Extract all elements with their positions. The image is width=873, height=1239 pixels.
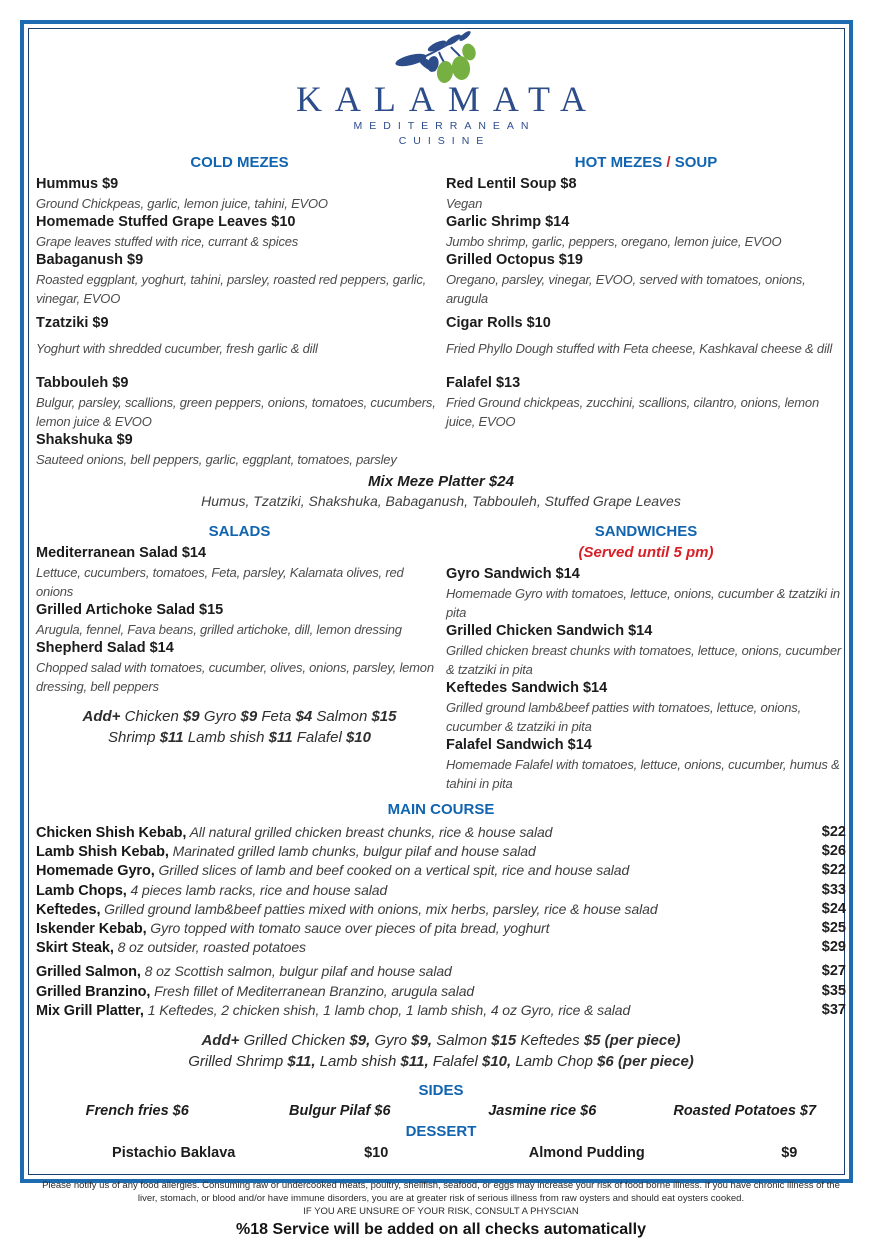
add-ons-line <box>36 706 443 727</box>
row-text <box>36 861 804 880</box>
row-name: Keftedes, <box>36 901 101 918</box>
menu-item <box>446 251 846 308</box>
item-description: Vegan <box>446 196 483 211</box>
row-text <box>36 1001 804 1020</box>
main-course-row <box>36 881 846 900</box>
item-description: Fried Ground chickpeas, zucchini, scallions, cilantro, onions, lemon juice, EVOO <box>446 395 819 429</box>
row-description: Grilled slices of lamb and beef cooked on a vertical spit, rice and house salad <box>154 862 630 879</box>
item-name: Falafel $13 <box>446 375 521 391</box>
text-segment: Falafel <box>432 1053 482 1071</box>
dessert-item: Pistachio Baklava <box>112 1145 236 1162</box>
brand-tagline-line2: CUISINE <box>398 135 491 147</box>
main-course-row <box>36 982 846 1001</box>
row-description: Grilled ground lamb&beef patties mixed with onions, mix herbs, parsley, rice & house salad <box>100 900 658 917</box>
main-course-row <box>36 861 846 880</box>
text-segment: $9 <box>240 708 262 725</box>
item-description: Arugula, fennel, Fava beans, grilled artichoke, dill, lemon dressing <box>36 622 402 637</box>
text-segment: $10 <box>345 729 371 746</box>
text-segment: Lamb Chop <box>515 1053 598 1071</box>
item-description: Bulgur, parsley, scallions, green peppers, onions, tomatoes, cucumbers, lemon juice & EVOO <box>36 395 436 429</box>
text-segment: SOUP <box>670 154 718 171</box>
item-description: Sauteed onions, bell peppers, garlic, eggplant, tomatoes, parsley <box>36 452 397 467</box>
row-price: $22 <box>821 824 846 840</box>
item-description: Homemade Falafel with tomatoes, lettuce, onions, cucumber, humus & tahini in pita <box>446 757 840 791</box>
menu-content <box>36 30 846 1239</box>
row-description: Marinated grilled lamb chunks, bulgur pilaf and house salad <box>168 843 536 860</box>
menu-item <box>36 251 443 308</box>
add-ons-line <box>36 727 443 748</box>
text-segment: $11, <box>287 1053 320 1071</box>
text-segment: $15 <box>371 708 397 725</box>
item-description: Fried Phyllo Dough stuffed with Feta cheese, Kashkaval cheese & dill <box>446 341 833 356</box>
item-name: Gyro Sandwich $14 <box>446 566 580 582</box>
main-course-row <box>36 900 846 919</box>
cold-mezes-list <box>36 175 443 469</box>
brand-name: KALAMATA <box>295 79 600 119</box>
mix-meze-platter <box>36 472 846 511</box>
text-segment: Gyro, rice & salad <box>520 1001 631 1018</box>
item-description: Oregano, parsley, vinegar, EVOO, served with tomatoes, onions, arugula <box>446 272 806 306</box>
row-description: All natural grilled chicken breast chunks, rice & house salad <box>186 824 553 840</box>
text-segment: $9, <box>349 1032 375 1050</box>
text-segment: lamb shish, <box>417 1001 491 1018</box>
menu-item <box>446 213 846 251</box>
text-segment: Keftedes <box>520 1032 584 1050</box>
main-course-row <box>36 823 846 842</box>
hot-mezes-list <box>446 175 846 431</box>
item-name: Falafel Sandwich $14 <box>446 737 592 753</box>
main-course-row <box>36 1001 846 1020</box>
dessert-price: $10 <box>364 1145 389 1162</box>
menu-item <box>446 622 846 679</box>
text-segment: Feta <box>261 708 296 725</box>
text-segment: $10, <box>481 1053 516 1071</box>
item-description: Grilled ground lamb&beef patties with tomatoes, lettuce, onions, cucumber & tzatziki in pita <box>446 700 802 734</box>
cold-mezes-title: COLD MEZES <box>190 154 289 171</box>
row-price: $27 <box>821 963 846 980</box>
text-segment: lamb chop, <box>334 1001 406 1018</box>
footer-risk-note: IF YOU ARE UNSURE OF YOUR RISK, CONSULT A PHYSCIAN <box>303 1206 579 1218</box>
menu-item <box>36 431 443 469</box>
mix-platter-title: Mix Meze Platter $24 <box>368 473 514 490</box>
brand-header <box>36 30 846 148</box>
section-cold-mezes <box>36 154 443 469</box>
item-name: Red Lentil Soup $8 <box>446 176 577 192</box>
main-course-title: MAIN COURSE <box>387 801 495 818</box>
item-name: Cigar Rolls $10 <box>446 315 551 331</box>
row-price: $26 <box>821 843 846 860</box>
add-ons-line <box>36 1051 846 1072</box>
item-name: Grilled Octopus $19 <box>446 252 583 268</box>
side-item: Roasted Potatoes $7 <box>673 1103 817 1120</box>
row-description: Fresh fillet of Mediterranean Branzino, arugula salad <box>150 982 475 999</box>
mix-platter-desc: Humus, Tzatziki, Shakshuka, Babaganush, Tabbouleh, Stuffed Grape Leaves <box>201 493 681 509</box>
item-name: Tzatziki $9 <box>36 315 109 331</box>
text-segment: Salmon <box>436 1032 492 1050</box>
section-dessert <box>36 1123 846 1163</box>
menu-item <box>446 736 846 793</box>
item-description: Jumbo shrimp, garlic, peppers, oregano, lemon juice, EVOO <box>446 234 782 249</box>
menu-item <box>36 314 443 358</box>
main-course-row <box>36 938 846 957</box>
item-description: Grape leaves stuffed with rice, currant & spices <box>36 234 299 249</box>
dessert-item: Almond Pudding <box>528 1145 645 1162</box>
text-segment: Add+ <box>82 708 125 725</box>
text-segment: $11, <box>400 1053 433 1071</box>
row-description: Gyro topped with tomato sauce over pieces of pita bread, yoghurt <box>146 920 550 937</box>
menu-item <box>446 175 846 213</box>
sides-list <box>36 1102 846 1121</box>
text-segment: 1 <box>323 1001 335 1018</box>
item-description: Grilled chicken breast chunks with tomatoes, lettuce, onions, cucumber & tzatziki in pita <box>446 643 841 677</box>
row-price: $24 <box>821 900 846 917</box>
item-name: Shakshuka $9 <box>36 432 133 448</box>
hot-mezes-title <box>446 154 846 172</box>
row-name: Lamb Shish Kebab, <box>36 844 169 861</box>
main-course-add-ons <box>36 1030 846 1072</box>
text-segment: Gyro <box>374 1032 412 1050</box>
main-course-row <box>36 842 846 861</box>
item-name: Grilled Chicken Sandwich $14 <box>446 623 653 639</box>
text-segment: Gyro <box>203 708 241 725</box>
text-segment: Grilled Chicken <box>243 1032 350 1050</box>
text-segment: $9 <box>182 708 204 725</box>
row-name: Grilled Branzino, <box>36 983 151 1000</box>
olive-branch-icon <box>377 30 505 86</box>
row-text <box>36 982 804 1001</box>
row-name: Skirt Steak, <box>36 940 114 957</box>
footer-allergy-note: Please notify us of any food allergies. Consuming raw or undercooked meats, poultry, shellfish, seafood, or eggs may increase your risk of food borne illness. If you have chronic illness of the liver, stomach, or blood and/or have immune disorders, you are at greater risk of serious illness from raw oysters and should eat oysters cooked. <box>42 1180 840 1205</box>
menu-item <box>36 601 443 639</box>
salads-add-ons <box>36 706 443 748</box>
menu-item <box>446 374 846 431</box>
menu-item <box>36 544 443 601</box>
text-segment: Salmon <box>316 708 372 725</box>
text-segment: Lamb shish <box>319 1053 401 1071</box>
salads-title: SALADS <box>208 523 271 540</box>
row-name: Mix Grill Platter, <box>36 1002 144 1019</box>
row-price: $29 <box>821 939 846 956</box>
text-segment: $15 <box>491 1032 521 1050</box>
mezes-columns <box>36 154 846 469</box>
menu-item <box>446 679 846 736</box>
item-description: Lettuce, cucumbers, tomatoes, Feta, parsley, Kalamata olives, red onions <box>36 565 404 599</box>
sandwiches-title: SANDWICHES <box>594 523 698 540</box>
side-item: Jasmine rice $6 <box>488 1103 597 1120</box>
row-text <box>36 842 804 861</box>
menu-item <box>446 565 846 622</box>
row-price: $35 <box>821 982 846 999</box>
item-name: Mediterranean Salad $14 <box>36 545 207 561</box>
row-text <box>36 938 804 957</box>
row-price: $33 <box>821 881 846 898</box>
salads-sandwiches-columns <box>36 523 846 793</box>
text-segment: / <box>666 154 671 171</box>
text-segment: Add+ <box>201 1032 244 1050</box>
text-segment: Keftedes, <box>159 1001 222 1018</box>
main-course-row <box>36 962 846 981</box>
item-name: Homemade Stuffed Grape Leaves $10 <box>36 214 296 230</box>
menu-item <box>446 314 846 358</box>
dessert-price: $9 <box>781 1145 798 1162</box>
item-description: Roasted eggplant, yoghurt, tahini, parsley, roasted red peppers, garlic, vinegar, EVOO <box>36 272 427 306</box>
side-item: French fries $6 <box>85 1103 189 1120</box>
text-segment: $11 <box>159 729 188 746</box>
item-name: Hummus $9 <box>36 176 119 192</box>
row-price: $22 <box>821 862 846 879</box>
item-description: Yoghurt with shredded cucumber, fresh garlic & dill <box>36 341 318 356</box>
text-segment: 4 oz <box>490 1001 521 1018</box>
row-description: 8 oz outsider, roasted potatoes <box>113 939 306 956</box>
text-segment: 2 <box>221 1001 233 1018</box>
text-segment: Shrimp <box>108 729 160 746</box>
section-sides <box>36 1082 846 1121</box>
item-description: Chopped salad with tomatoes, cucumber, olives, onions, parsley, lemon dressing, bell peppers <box>36 660 434 694</box>
add-ons-line <box>36 1030 846 1051</box>
text-segment: Lamb shish <box>187 729 269 746</box>
text-segment: (per piece) <box>617 1053 694 1071</box>
section-salads <box>36 523 443 793</box>
sides-title: SIDES <box>418 1082 464 1100</box>
menu-item <box>36 213 443 251</box>
menu-item <box>36 175 443 213</box>
sandwiches-subtitle: (Served until 5 pm) <box>578 544 714 561</box>
row-text <box>36 962 804 981</box>
salads-list <box>36 544 443 696</box>
dessert-title: DESSERT <box>405 1123 477 1141</box>
text-segment: $11 <box>268 729 297 746</box>
brand-tagline-line1: MEDITERRANEAN <box>353 120 536 132</box>
menu-footer <box>36 1179 846 1239</box>
row-price: $37 <box>821 1001 846 1018</box>
dessert-list <box>36 1144 846 1163</box>
text-segment: 1 <box>147 1001 160 1018</box>
item-description: Homemade Gyro with tomatoes, lettuce, onions, cucumber & tzatziki in pita <box>446 586 840 620</box>
item-description: Ground Chickpeas, garlic, lemon juice, tahini, EVOO <box>36 196 328 211</box>
text-segment: chicken shish, <box>232 1001 324 1018</box>
text-segment: $6 <box>597 1053 618 1071</box>
main-course-list <box>36 823 846 1020</box>
section-main-course <box>36 801 846 1072</box>
row-description: 4 pieces lamb racks, rice and house salad <box>126 881 388 898</box>
row-text <box>36 823 804 842</box>
row-name: Lamb Chops, <box>36 882 127 899</box>
menu-item <box>36 639 443 696</box>
item-name: Garlic Shrimp $14 <box>446 214 570 230</box>
row-name: Iskender Kebab, <box>36 921 147 938</box>
row-name: Grilled Salmon, <box>36 964 141 981</box>
row-text <box>36 919 804 938</box>
item-name: Shepherd Salad $14 <box>36 640 174 656</box>
text-segment: Chicken <box>124 708 183 725</box>
menu-item <box>36 374 443 431</box>
text-segment: HOT MEZES <box>574 154 667 171</box>
text-segment: Grilled Shrimp <box>188 1053 288 1071</box>
section-sandwiches <box>446 523 846 793</box>
row-description: 8 oz Scottish salmon, bulgur pilaf and house salad <box>140 963 452 980</box>
sandwiches-list <box>446 565 846 793</box>
main-course-row <box>36 919 846 938</box>
row-price: $25 <box>821 920 846 937</box>
row-text <box>36 900 804 919</box>
item-name: Keftedes Sandwich $14 <box>446 680 608 696</box>
row-name: Chicken Shish Kebab, <box>36 825 187 841</box>
item-name: Tabbouleh $9 <box>36 375 129 391</box>
text-segment: $5 <box>583 1032 605 1050</box>
text-segment: (per piece) <box>604 1032 681 1050</box>
row-name: Homemade Gyro, <box>36 863 155 880</box>
text-segment: $9, <box>411 1032 437 1050</box>
text-segment: 1 <box>405 1001 418 1018</box>
section-hot-mezes <box>446 154 846 469</box>
footer-service-note: %18 Service will be added on all checks automatically <box>236 1221 646 1239</box>
item-name: Babaganush $9 <box>36 252 144 268</box>
text-segment: $4 <box>295 708 317 725</box>
row-text <box>36 881 804 900</box>
side-item: Bulgur Pilaf $6 <box>288 1103 391 1120</box>
text-segment: Falafel <box>296 729 346 746</box>
item-name: Grilled Artichoke Salad $15 <box>36 602 224 618</box>
